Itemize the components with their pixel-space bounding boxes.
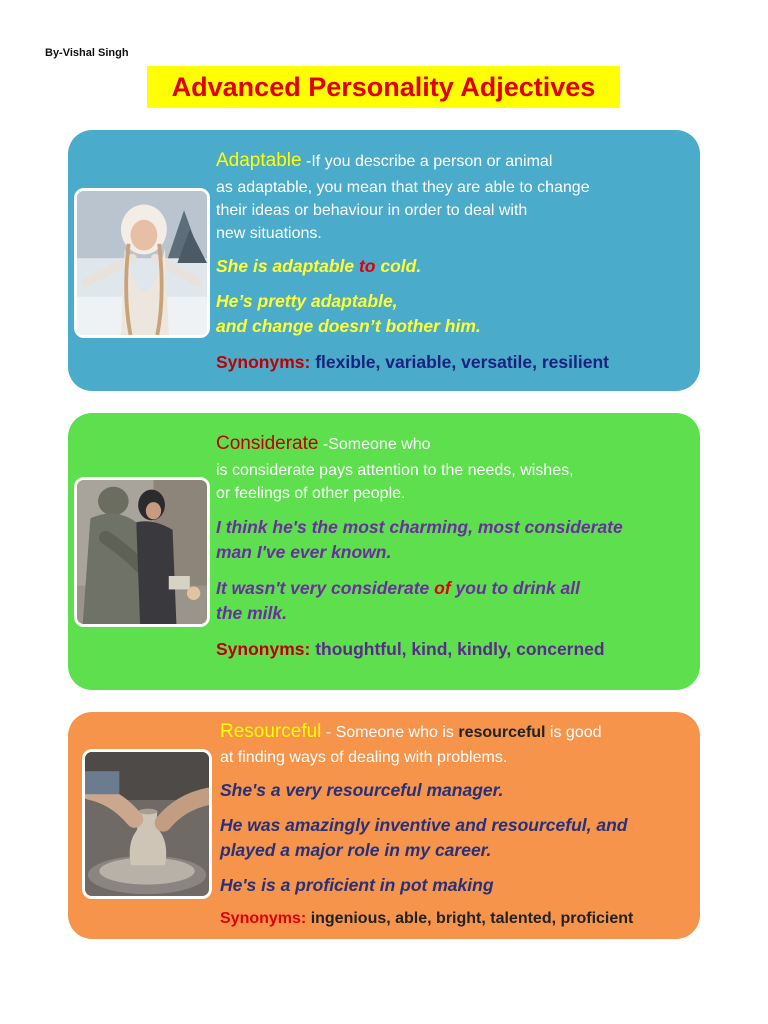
definition-lead: If you describe a person or animal (311, 153, 553, 170)
page-title: Advanced Personality Adjectives (147, 66, 620, 108)
example-sentence: He’s pretty adaptable, (216, 291, 398, 311)
synonyms-label: Synonyms: (220, 910, 311, 927)
definition-lead: Someone who (328, 436, 431, 453)
synonyms-line (216, 352, 609, 373)
highlighted-preposition: to (358, 256, 376, 276)
example-sentence: He was amazingly inventive and resourceful, and (220, 815, 628, 835)
example-sentence: He's is a proficient in pot making (220, 875, 494, 895)
synonyms-list: flexible, variable, versatile, resilient (315, 352, 609, 372)
example-text: It wasn't very considerate (216, 578, 435, 598)
synonyms-line (220, 910, 633, 928)
definition-line: is considerate pays attention to the needs, wishes, (216, 462, 574, 479)
definition-line: their ideas or behaviour in order to deal with (216, 202, 528, 219)
example-text: She is adaptable (216, 256, 359, 276)
definition-lead: Someone who is (335, 724, 459, 741)
definition-bold-word: resourceful (458, 724, 546, 741)
term-separator: - (321, 724, 336, 741)
term-word: Considerate (216, 433, 319, 454)
definition-heading (216, 433, 431, 455)
highlighted-preposition: of (434, 578, 451, 598)
definition-tail: is good (545, 724, 602, 741)
soldier-helping-woman-photo (74, 477, 210, 627)
synonyms-list: thoughtful, kind, kindly, concerned (315, 639, 605, 659)
definition-line: as adaptable, you mean that they are able to change (216, 179, 590, 196)
example-sentence: played a major role in my career. (220, 840, 492, 860)
definition-line: or feelings of other people. (216, 485, 406, 502)
girl-in-snow-photo (74, 188, 210, 338)
definition-line: at finding ways of dealing with problems. (220, 749, 508, 766)
example-text: you to drink all (450, 578, 580, 598)
synonyms-label: Synonyms: (216, 639, 316, 659)
term-separator: - (318, 436, 329, 453)
synonyms-line (216, 639, 605, 660)
definition-heading (216, 150, 552, 172)
example-sentence: man I've ever known. (216, 542, 392, 562)
card-adaptable (68, 130, 700, 391)
example-sentence: the milk. (216, 603, 287, 623)
example-sentence: She's a very resourceful manager. (220, 780, 504, 800)
card-considerate (68, 413, 700, 690)
pottery-wheel-photo (82, 749, 212, 899)
term-separator: - (301, 153, 312, 170)
card-resourceful (68, 712, 700, 939)
example-sentence: I think he's the most charming, most considerate (216, 517, 623, 537)
synonyms-list: ingenious, able, bright, talented, proficient (310, 910, 634, 927)
example-text: cold. (375, 256, 422, 276)
example-sentence: and change doesn’t bother him. (216, 316, 481, 336)
term-word: Adaptable (216, 150, 302, 171)
definition-line: new situations. (216, 225, 322, 242)
synonyms-label: Synonyms: (216, 352, 316, 372)
example-sentence (216, 256, 421, 277)
example-sentence (216, 578, 580, 599)
term-word: Resourceful (220, 721, 322, 742)
definition-heading (220, 721, 602, 743)
author-credit: By-Vishal Singh (45, 47, 129, 59)
